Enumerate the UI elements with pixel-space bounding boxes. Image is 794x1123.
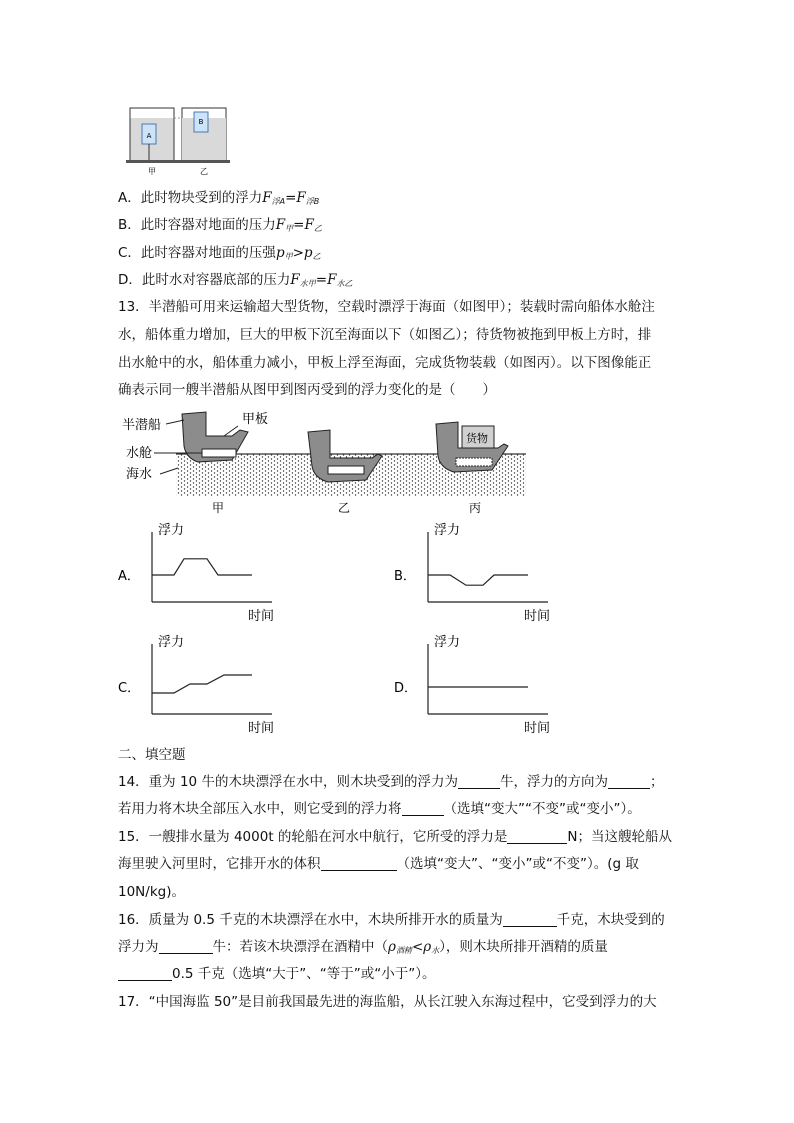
q12-option-subscript-1: 水甲	[299, 279, 316, 288]
label-tank: 水舱	[126, 446, 153, 461]
q13-line-1: 13．半潜船可用来运输超大型货物，空载时漂浮于海面（如图甲）；装载时需向船体水舱注	[118, 299, 655, 315]
label-sea: 海水	[126, 467, 153, 482]
label-deck: 甲板	[242, 412, 269, 427]
q12-option-subscript-2: 乙	[313, 224, 322, 233]
q16-text-c: 浮力为	[118, 939, 159, 955]
caption-ship-yi: 乙	[337, 501, 351, 515]
q16-text-b: 千克，木块受到的	[556, 912, 665, 928]
q12-option-label: A．此时物块受到的浮力	[118, 190, 263, 206]
q17-line-1: 17．“中国海监 50”是目前我国最先进的海监船，从长江驶入东海过程中，它受到浮力的大	[118, 994, 657, 1010]
q13-line-3: 出水舱中的水，船体重力减小，甲板上浮至海面，完成货物装载（如图丙）。以下图像能正	[118, 355, 652, 371]
q12-option-label: D．此时水对容器底部的压力	[118, 272, 291, 288]
rho-alcohol: ρ	[388, 939, 396, 955]
q14-line-1	[118, 772, 663, 792]
q12-option-subscript-1: 浮A	[271, 197, 286, 206]
q15-line-1	[118, 827, 672, 847]
q14-text-b: 牛，浮力的方向为	[499, 774, 608, 790]
caption-jia: 甲	[148, 167, 156, 176]
rho-water-sub: 水	[431, 946, 440, 955]
caption-ship-jia: 甲	[211, 501, 225, 515]
q12-option-relation: =	[293, 217, 305, 233]
q14-text-d: 若用力将木块全部压入水中，则它受到的浮力将	[118, 801, 402, 817]
q14-text-c: ；	[649, 774, 664, 790]
section-fill-in: 二、填空题	[118, 747, 186, 763]
q12-option-subscript-1: 甲	[285, 224, 294, 233]
q12-option-b	[118, 215, 322, 239]
graph-B-ylabel: 浮力	[434, 523, 461, 538]
graph-D-option-label: D．	[394, 681, 418, 696]
graph-C-ylabel: 浮力	[158, 635, 185, 650]
q15-text-d: （选填“变大”、“变小”或“不变”）。(g 取	[396, 856, 639, 872]
q12-option-relation: =	[285, 190, 297, 206]
graph-A-option-label: A．	[118, 569, 140, 584]
caption-ship-bing: 丙	[468, 501, 482, 515]
q15-line-3: 10N/kg)。	[118, 884, 185, 900]
q12-option-symbol-1: F	[275, 217, 286, 233]
q12-option-d	[118, 270, 352, 294]
q12-option-symbol-2: F	[296, 190, 306, 206]
q15-text-c: 海里驶入河里时，它排开水的体积	[118, 856, 321, 872]
q16-text-e: ），则木块所排开酒精的质量	[439, 939, 608, 955]
q16-blank-2[interactable]	[159, 939, 213, 954]
q16-text-d: 牛：若该木块漂浮在酒精中（	[212, 939, 388, 955]
graph-D-xlabel: 时间	[524, 721, 551, 736]
q14-blank-3[interactable]	[402, 801, 444, 816]
answer-graphs	[110, 522, 580, 740]
q12-option-subscript-2: 乙	[312, 252, 321, 261]
q14-blank-2[interactable]	[608, 774, 650, 789]
graph-C-curve	[152, 675, 252, 693]
q15-line-2	[118, 854, 639, 874]
q15-blank-1[interactable]	[507, 829, 567, 844]
q13-line-4: 确表示同一艘半潜船从图甲到图丙受到的浮力变化的是（ ）	[118, 382, 496, 398]
q16-line-3	[118, 964, 435, 984]
q12-option-symbol-2: F	[327, 272, 337, 288]
q15-text-a: 15．一艘排水量为 4000t 的轮船在河水中航行，它所受的浮力是	[118, 829, 508, 845]
q14-blank-1[interactable]	[458, 774, 500, 789]
q12-option-subscript-2: 浮B	[305, 197, 320, 206]
q12-option-symbol-1: F	[262, 190, 272, 206]
graph-D-ylabel: 浮力	[434, 635, 461, 650]
ship-figure	[120, 406, 540, 518]
less-than: <	[411, 939, 424, 955]
q12-option-symbol-2: p	[303, 245, 313, 261]
block-b-label: B	[198, 118, 204, 126]
graph-B-xlabel: 时间	[524, 609, 551, 624]
q14-line-2	[118, 799, 641, 819]
q14-text-e: （选填“变大”“不变”或“变小”）。	[443, 801, 641, 817]
q12-option-relation: =	[315, 272, 328, 288]
q16-line-1	[118, 910, 665, 930]
q12-option-subscript-1: 甲	[284, 252, 293, 261]
q16-text-a: 16．质量为 0.5 千克的木块漂浮在水中，木块所排开水的质量为	[118, 912, 503, 928]
q12-option-label: C．此时容器对地面的压强	[118, 245, 276, 261]
rho-water: ρ	[423, 939, 432, 955]
q12-option-symbol-2: F	[304, 217, 314, 233]
q12-option-symbol-1: p	[275, 245, 285, 261]
q15-text-b: N；当这艘轮船从	[567, 829, 673, 845]
q13-line-2: 水，船体重力增加，巨大的甲板下沉至海面以下（如图乙）；待货物被拖到甲板上方时，排	[118, 327, 652, 343]
graph-C-option-label: C．	[118, 681, 141, 696]
q12-option-a	[118, 188, 319, 212]
graph-B-option-label: B．	[394, 569, 416, 584]
rho-alcohol-sub: 酒精	[395, 946, 412, 955]
q16-blank-3[interactable]	[118, 966, 172, 981]
q14-text-a: 14．重为 10 牛的木块漂浮在水中，则木块受到的浮力为	[118, 774, 458, 790]
q12-option-relation: >	[292, 245, 304, 261]
q15-blank-2[interactable]	[321, 856, 397, 871]
q16-text-f: 0.5 千克（选填“大于”、“等于”或“小于”）。	[172, 966, 436, 982]
graph-A-xlabel: 时间	[248, 609, 275, 624]
block-a-label: A	[146, 132, 152, 140]
q16-blank-1[interactable]	[503, 912, 557, 927]
containers-figure	[124, 100, 244, 180]
graph-A-curve	[152, 559, 252, 575]
q16-line-2	[118, 937, 608, 961]
label-ship: 半潜船	[122, 418, 162, 433]
q12-option-label: B．此时容器对地面的压力	[118, 217, 276, 233]
graph-C-xlabel: 时间	[248, 721, 275, 736]
graph-A-ylabel: 浮力	[158, 523, 185, 538]
graph-B-curve	[428, 575, 528, 585]
q12-option-symbol-1: F	[290, 272, 300, 288]
caption-yi: 乙	[200, 167, 208, 176]
q12-option-c	[118, 243, 321, 267]
q12-option-subscript-2: 水乙	[336, 279, 353, 288]
label-cargo: 货物	[466, 432, 488, 445]
